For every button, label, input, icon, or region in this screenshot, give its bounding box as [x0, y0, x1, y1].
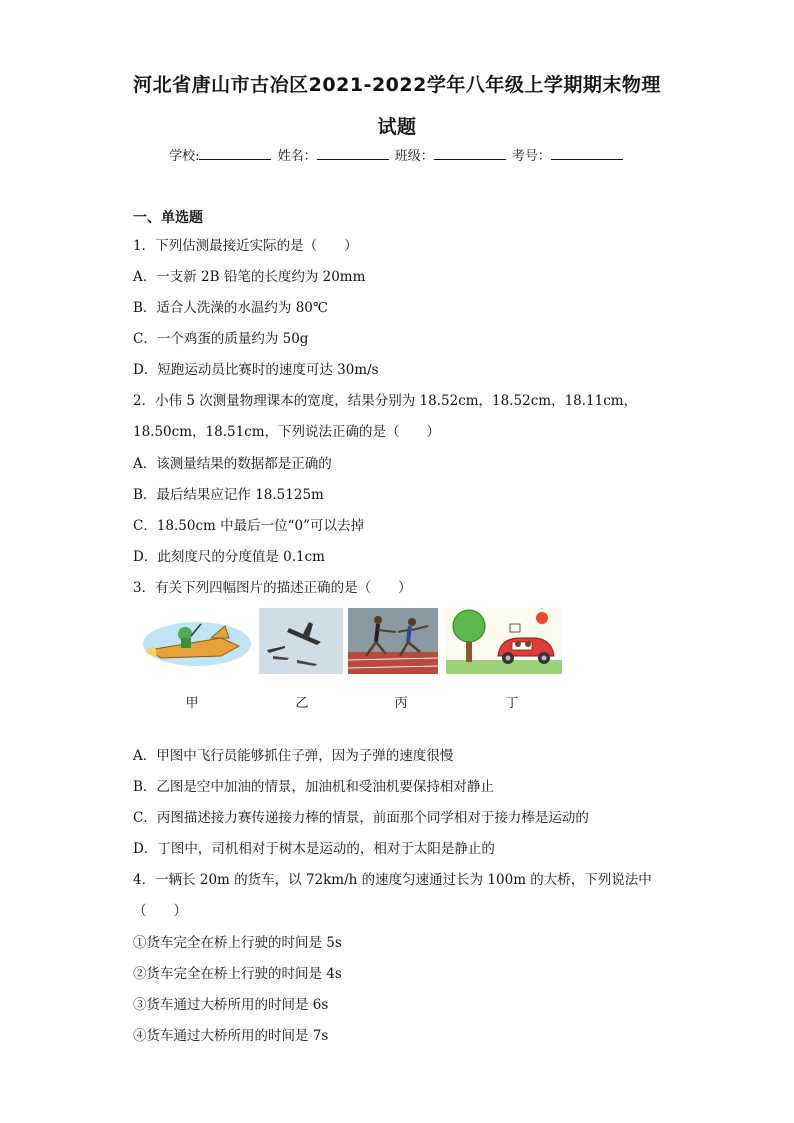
- class-label: 班级：: [394, 149, 434, 164]
- q4-item-3: ③货车通过大桥所用的时间是 6s: [133, 997, 329, 1013]
- caption-jia: 甲: [185, 696, 199, 711]
- pilot-rocket-image: [141, 608, 253, 674]
- car-tree-sun-image: [446, 608, 562, 674]
- q4-item-4: ④货车通过大桥所用的时间是 7s: [133, 1028, 329, 1044]
- q2-option-b: B．最后结果应记作 18.5125m: [133, 487, 324, 503]
- name-blank[interactable]: [317, 147, 389, 160]
- number-blank[interactable]: [551, 147, 623, 160]
- q1-stem: 1．下列估测最接近实际的是（ ）: [133, 238, 358, 254]
- q1-option-d: D．短跑运动员比赛时的速度可达 30m/s: [133, 362, 379, 378]
- q2-option-a: A．该测量结果的数据都是正确的: [133, 456, 332, 472]
- exam-title-line1: 河北省唐山市古冶区2021-2022学年八年级上学期期末物理: [133, 74, 661, 96]
- q2-stem-line2: 18.50cm，18.51cm，下列说法正确的是（ ）: [133, 424, 441, 440]
- relay-race-image: [348, 608, 438, 674]
- q4-stem-line2: （ ）: [133, 903, 187, 919]
- q2-option-d: D．此刻度尺的分度值是 0.1cm: [133, 549, 325, 565]
- q3-stem: 3．有关下列四幅图片的描述正确的是（ ）: [133, 580, 412, 596]
- class-blank[interactable]: [434, 147, 506, 160]
- q3-option-a: A．甲图中飞行员能够抓住子弹，因为子弹的速度很慢: [133, 748, 454, 764]
- aerial-refueling-image: [259, 608, 343, 674]
- q4-stem-line1: 4．一辆长 20m 的货车，以 72km/h 的速度匀速通过长为 100m 的大桥，下列说法中: [133, 872, 652, 888]
- q3-option-d: D．丁图中，司机相对于树木是运动的，相对于太阳是静止的: [133, 841, 495, 857]
- student-info-line: [0, 145, 794, 164]
- caption-yi: 乙: [295, 696, 309, 711]
- q1-option-c: C．一个鸡蛋的质量约为 50g: [133, 331, 309, 347]
- caption-bing: 丙: [394, 696, 408, 711]
- q1-option-a: A．一支新 2B 铅笔的长度约为 20mm: [133, 269, 366, 285]
- q4-item-1: ①货车完全在桥上行驶的时间是 5s: [133, 935, 342, 951]
- name-label: 姓名：: [277, 149, 317, 164]
- q4-item-2: ②货车完全在桥上行驶的时间是 4s: [133, 966, 342, 982]
- q3-option-c: C．丙图描述接力赛传递接力棒的情景，前面那个同学相对于接力棒是运动的: [133, 810, 589, 826]
- school-label: 学校:: [169, 149, 200, 164]
- q2-option-c: C．18.50cm 中最后一位“0”可以去掉: [133, 518, 365, 534]
- caption-ding: 丁: [505, 696, 519, 711]
- q3-option-b: B．乙图是空中加油的情景，加油机和受油机要保持相对静止: [133, 779, 494, 795]
- exam-title-line2: 试题: [377, 116, 417, 138]
- q1-option-b: B．适合人洗澡的水温约为 80℃: [133, 300, 328, 316]
- q2-stem-line1: 2．小伟 5 次测量物理课本的宽度，结果分别为 18.52cm，18.52cm，18.11cm，: [133, 393, 638, 409]
- school-blank[interactable]: [199, 147, 271, 160]
- section-heading: 一、单选题: [133, 210, 203, 226]
- number-label: 考号：: [511, 149, 551, 164]
